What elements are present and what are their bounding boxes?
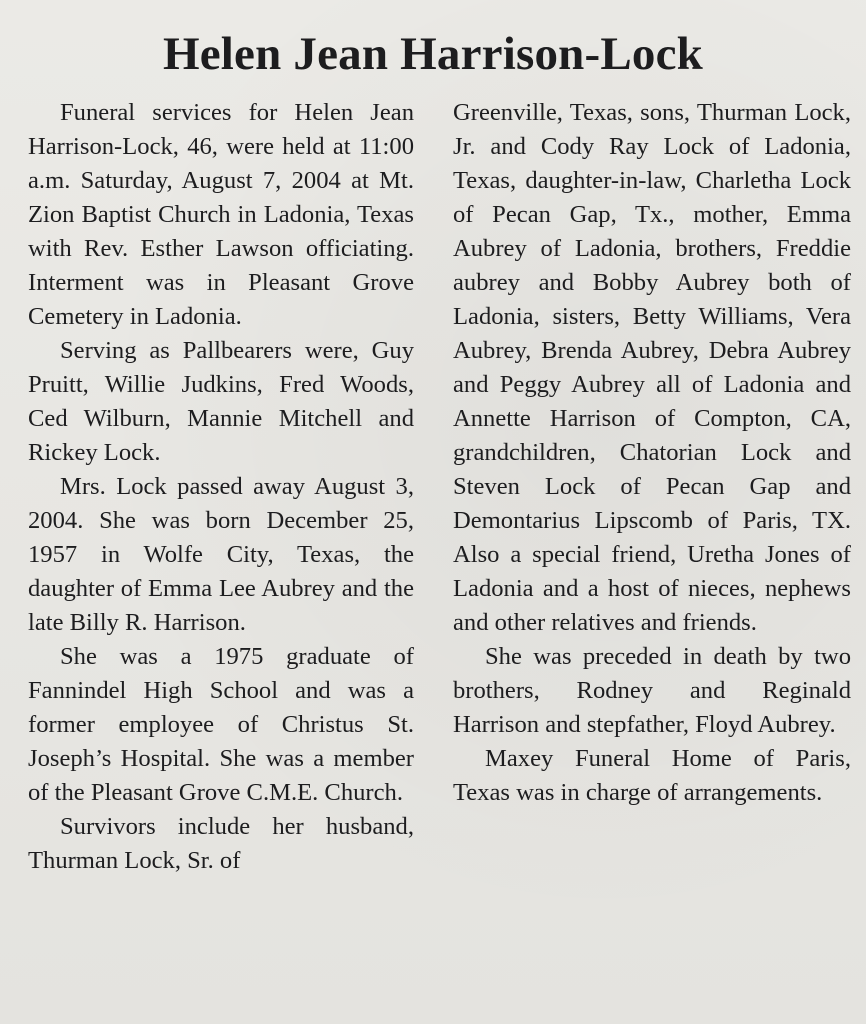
left-column (28, 96, 414, 878)
paragraph-survivors-continued: Greenville, Texas, sons, Thurman Lock, Jr. and Cody Ray Lock of Ladonia, Texas, daughter-in-law, Charletha Lock of Pecan Gap, Tx., mother, Emma Aubrey of Ladonia, brothers, Freddie aubrey and Bobby Aubrey both of Ladonia, sisters, Betty Williams, Vera Aubrey, Brenda Aubrey, Debra Aubrey and Peggy Aubrey all of Ladonia and Annette Harrison of Compton, CA, grandchildren, Chatorian Lock and Steven Lock of Pecan Gap and Demontarius Lipscomb of Paris, TX. Also a special friend, Uretha Jones of Ladonia and a host of nieces, nephews and other relatives and friends. (453, 99, 851, 636)
paragraph-biography: Mrs. Lock passed away August 3, 2004. She was born December 25, 1957 in Wolfe City, Texas, the daughter of Emma Lee Aubrey and the late Billy R. Harrison. (28, 473, 414, 636)
paragraph-survivors-start: Survivors include her husband, Thurman Lock, Sr. of (28, 813, 414, 874)
paragraph-education-employment: She was a 1975 graduate of Fannindel High School and was a former employee of Christus St. Joseph’s Hospital. She was a member of the Pleasant Grove C.M.E. Church. (28, 643, 414, 806)
paragraph-funeral-services: Funeral services for Helen Jean Harrison-Lock, 46, were held at 11:00 a.m. Saturday, August 7, 2004 at Mt. Zion Baptist Church in Ladonia, Texas with Rev. Esther Lawson officiating. Interment was in Pleasant Grove Cemetery in Ladonia. (28, 99, 414, 330)
obituary-title: Helen Jean Harrison-Lock (162, 28, 704, 80)
paragraph-arrangements: Maxey Funeral Home of Paris, Texas was in charge of arrangements. (453, 745, 851, 806)
paragraph-preceded-in-death: She was preceded in death by two brothers, Rodney and Reginald Harrison and stepfather, Floyd Aubrey. (453, 643, 851, 738)
right-column (453, 96, 851, 810)
paragraph-pallbearers: Serving as Pallbearers were, Guy Pruitt, Willie Judkins, Fred Woods, Ced Wilburn, Mannie Mitchell and Rickey Lock. (28, 337, 414, 466)
